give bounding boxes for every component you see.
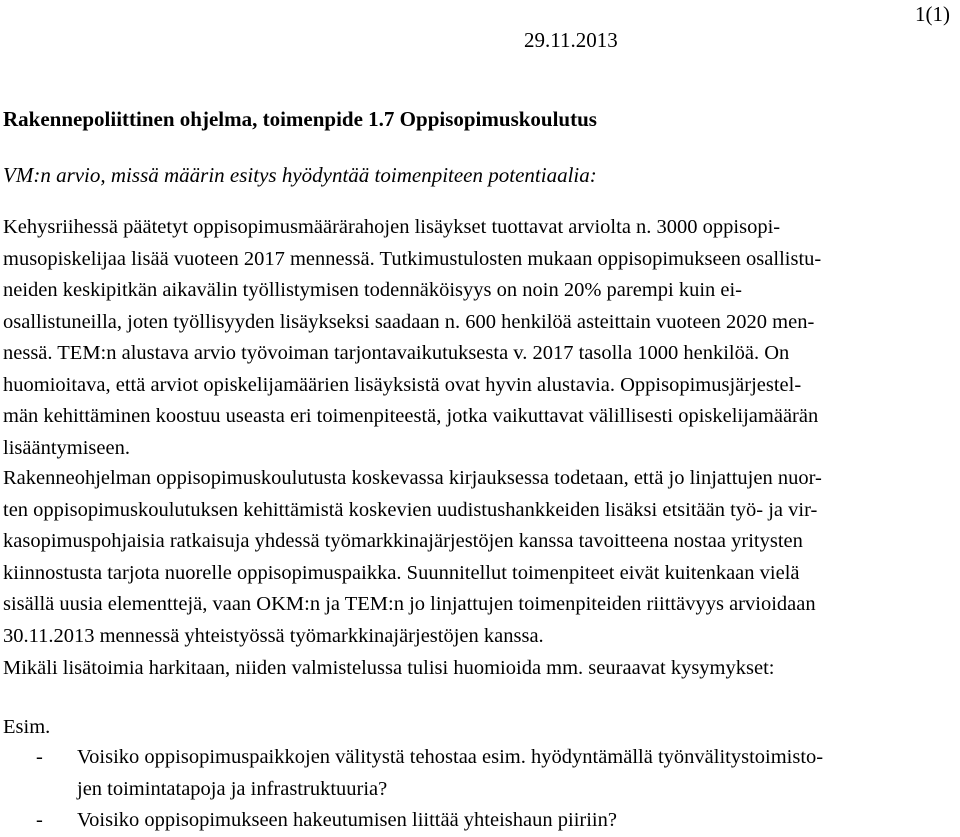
list-item-text: Voisiko oppisopimuspaikkojen välitystä tehostaa esim. hyödyntämällä työnvälitystoimisto- bbox=[77, 746, 824, 768]
text-line: neiden keskipitkän aikavälin työllistymisen todennäköisyys on noin 20% parempi kuin ei- bbox=[3, 279, 743, 301]
text-line: män kehittäminen koostuu useasta eri toimenpiteestä, jotka vaikuttavat välillisesti opiskelijamäärän bbox=[3, 405, 819, 427]
text-line: kiinnostusta tarjota nuorelle oppisopimuspaikka. Suunnitellut toimenpiteet eivät kuitenkaan vielä bbox=[3, 561, 800, 584]
text-line: sisällä uusia elementtejä, vaan OKM:n ja TEM:n jo linjattujen toimenpiteiden riittävyys arvioidaan bbox=[3, 593, 816, 615]
text-line: 30.11.2013 mennessä yhteistyössä työmarkkinajärjestöjen kanssa. bbox=[3, 624, 544, 647]
list-dash: - bbox=[36, 809, 43, 831]
list-item-text: jen toimintatapoja ja infrastruktuuria? bbox=[77, 777, 388, 800]
text-line: kasopimuspohjaisia ratkaisuja yhdessä työmarkkinajärjestöjen kanssa tavoitteena nostaa yritysten bbox=[3, 530, 803, 552]
list-item bbox=[3, 742, 960, 805]
paragraph-estimate bbox=[3, 212, 960, 464]
text-line: ten oppisopimuskoulutuksen kehittämistä koskevien uudistushankkeiden lisäksi etsitään työ- ja vir- bbox=[3, 498, 818, 521]
list-item-text: Voisiko oppisopimukseen hakeutumisen liittää yhteishaun piiriin? bbox=[77, 809, 617, 831]
page-number: 1(1) bbox=[915, 2, 950, 26]
list-item bbox=[3, 805, 960, 837]
paragraph-questions-intro bbox=[3, 653, 960, 685]
document-date: 29.11.2013 bbox=[524, 28, 618, 52]
text-line: lisääntymiseen. bbox=[3, 436, 130, 459]
text-line: Rakenneohjelman oppisopimuskoulutusta koskevassa kirjauksessa todetaan, että jo linjattujen nuor- bbox=[3, 467, 822, 489]
example-label: Esim. bbox=[3, 716, 51, 738]
text-line: huomioitava, että arviot opiskelijamäärien lisäyksistä ovat hyvin alustavia. Oppisopimusjärjestel- bbox=[3, 373, 802, 396]
list-dash: - bbox=[36, 746, 43, 768]
text-line: Kehysriihessä päätetyt oppisopimusmäärärahojen lisäykset tuottavat arviolta n. 3000 oppisopi- bbox=[3, 216, 781, 238]
question-list bbox=[3, 742, 960, 837]
document-title: Rakennepoliittinen ohjelma, toimenpide 1.7 Oppisopimuskoulutus bbox=[3, 107, 597, 131]
text-line: musopiskelijaa lisää vuoteen 2017 mennessä. Tutkimustulosten mukaan oppisopimukseen osallistu- bbox=[3, 247, 822, 270]
text-line: osallistuneilla, joten työllisyyden lisäykseksi saadaan n. 600 henkilöä asteittain vuoteen 2020 men- bbox=[3, 310, 815, 333]
text-line: nessä. TEM:n alustava arvio työvoiman tarjontavaikutuksesta v. 2017 tasolla 1000 henkilöä. On bbox=[3, 342, 790, 364]
text-line: Mikäli lisätoimia harkitaan, niiden valmistelussa tulisi huomioida mm. seuraavat kysymykset: bbox=[3, 657, 775, 679]
document-subtitle: VM:n arvio, missä määrin esitys hyödyntää toimenpiteen potentiaalia: bbox=[3, 163, 597, 187]
paragraph-structural-program bbox=[3, 463, 960, 652]
